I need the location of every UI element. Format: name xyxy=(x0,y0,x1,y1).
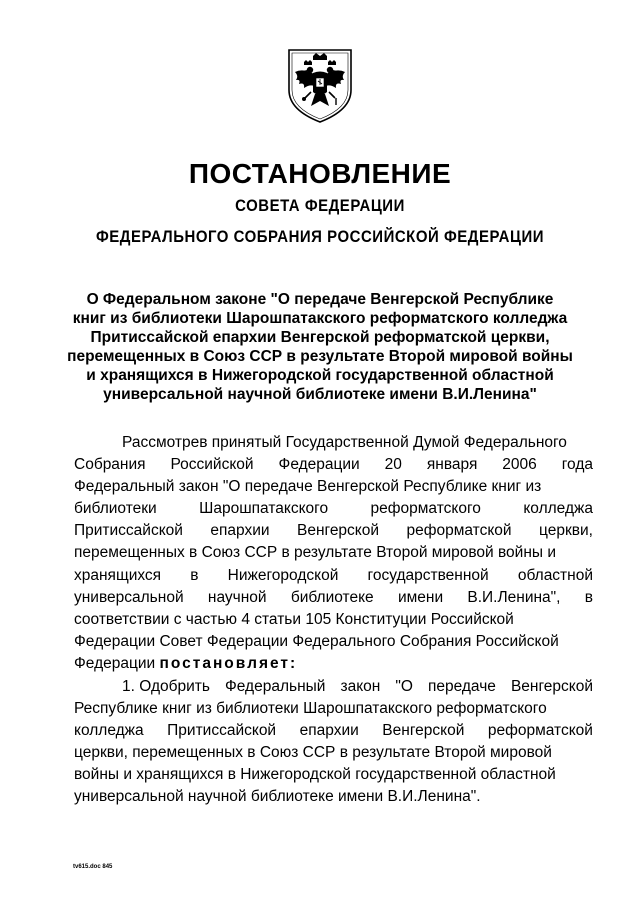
heading-line: перемещенных в Союз ССР в результате Второй мировой войны xyxy=(67,348,573,365)
word: передаче xyxy=(427,678,496,695)
text-line-justified xyxy=(74,720,593,742)
word: научной xyxy=(207,588,267,606)
heading-line: О Федеральном законе "О передаче Венгерской Республике xyxy=(86,291,554,308)
word: церкви, xyxy=(539,522,593,540)
issuer-line-1: СОВЕТА ФЕДЕРАЦИИ xyxy=(235,196,405,215)
file-reference xyxy=(73,864,112,870)
word: 1. Одобрить xyxy=(122,678,210,695)
resolution-heading xyxy=(60,290,580,404)
word: в xyxy=(190,566,199,584)
word: реформатской xyxy=(406,522,512,540)
issuer-line-2: ФЕДЕРАЛЬНОГО СОБРАНИЯ РОССИЙСКОЙ ФЕДЕРАЦИИ xyxy=(95,227,545,246)
word: закон xyxy=(340,678,381,695)
text-line-justified xyxy=(74,565,593,587)
heading-line: и хранящихся в Нижегородской государственной областной xyxy=(86,367,554,384)
resolves-keyword: постановляет: xyxy=(159,654,298,672)
text-line: церкви, перемещенных в Союз ССР в результате Второй мировой xyxy=(74,744,552,762)
word: реформатского xyxy=(370,500,481,518)
word: колледжа xyxy=(74,722,144,740)
word: Венгерской xyxy=(296,522,380,540)
text-line xyxy=(74,653,593,675)
paragraph-item-1 xyxy=(74,676,593,809)
word: хранящихся xyxy=(74,566,162,584)
word: государственной xyxy=(367,566,489,584)
coat-of-arms-icon xyxy=(285,46,355,124)
word: колледжа xyxy=(523,500,593,518)
word: 2006 xyxy=(502,456,537,474)
text-line: Федеральный закон "О передаче Венгерской Республике книг из xyxy=(74,478,542,496)
file-name: tv615.doc xyxy=(73,864,101,870)
word: библиотеке xyxy=(290,588,374,606)
word: Собрания xyxy=(74,456,146,474)
heading-line: Притиссайской епархии Венгерской реформатской церкви, xyxy=(90,329,550,346)
text-line-justified xyxy=(74,676,593,698)
word: Венгерской xyxy=(382,722,465,740)
text-line-justified xyxy=(74,454,593,476)
word: Притиссайской xyxy=(167,722,277,740)
word: библиотеки xyxy=(74,500,157,518)
word: универсальной xyxy=(74,588,184,606)
word: Федерации xyxy=(278,456,360,474)
word: епархии xyxy=(299,722,359,740)
text-line-justified xyxy=(74,520,593,542)
word: Притиссайской xyxy=(74,522,183,540)
word: областной xyxy=(517,566,593,584)
word: "О xyxy=(395,678,413,695)
text-line: войны и хранящихся в Нижегородской государственной областной xyxy=(74,766,556,784)
word: года xyxy=(561,456,593,474)
word: епархии xyxy=(210,522,270,540)
heading-line: книг из библиотеки Шарошпатакского реформатского колледжа xyxy=(72,310,568,327)
text-line: универсальной научной библиотеке имени В.И.Ленина". xyxy=(74,788,481,806)
paragraph-preamble xyxy=(74,432,593,675)
text-line: перемещенных в Союз ССР в результате Второй мировой войны и xyxy=(74,544,556,562)
word: имени xyxy=(397,588,444,606)
word: реформатской xyxy=(487,722,593,740)
word: Нижегородской xyxy=(227,566,339,584)
text-line: Республике книг из библиотеки Шарошпатакского реформатского xyxy=(74,700,547,718)
document-title: ПОСТАНОВЛЕНИЕ xyxy=(188,158,452,189)
text-line: Рассмотрев принятый Государственной Думой Федерального xyxy=(122,434,567,451)
word: Российской xyxy=(170,456,254,474)
file-code: 845 xyxy=(102,864,113,870)
word: Шарошпатакского xyxy=(199,500,329,518)
word: Венгерской xyxy=(510,678,593,695)
word: января xyxy=(426,456,478,474)
word: Федеральный xyxy=(224,678,326,695)
heading-line: универсальной научной библиотеке имени В.И.Ленина" xyxy=(103,386,537,403)
text-line-justified xyxy=(74,587,593,609)
word: 20 xyxy=(384,456,402,474)
word: В.И.Ленина", xyxy=(467,588,561,606)
text-line: Федерации Совет Федерации Федерального Собрания Российской xyxy=(74,632,559,650)
text-fragment: Федерации xyxy=(74,654,160,672)
text-line: соответствии с частью 4 статьи 105 Конституции Российской xyxy=(74,610,514,628)
text-line-justified xyxy=(74,498,593,520)
word: в xyxy=(584,588,593,606)
